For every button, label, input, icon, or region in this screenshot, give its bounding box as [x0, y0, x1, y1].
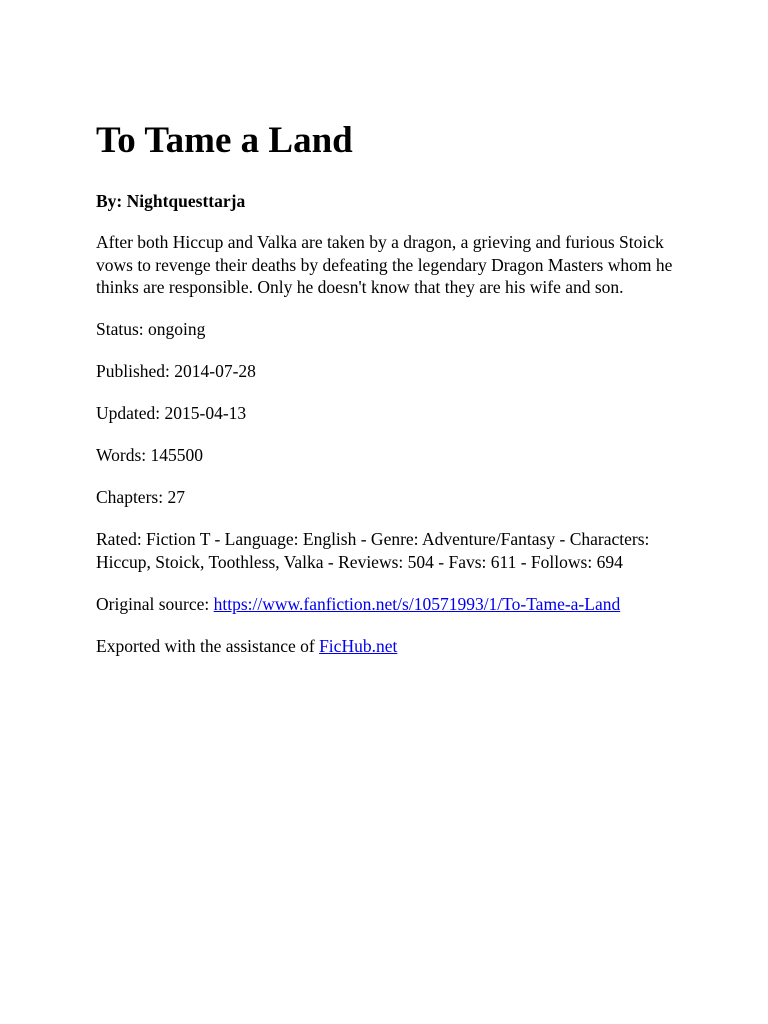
original-source-link[interactable]: https://www.fanfiction.net/s/10571993/1/To-Tame-a-Land [213, 593, 621, 614]
words-line: Words: 145500 [96, 445, 203, 465]
document-title: To Tame a Land [96, 120, 353, 161]
original-source-line [96, 593, 686, 616]
byline-label: By: [96, 191, 123, 211]
status-line: Status: ongoing [96, 319, 206, 339]
chapters-line: Chapters: 27 [96, 487, 185, 507]
rating-details: Rated: Fiction T - Language: English - Genre: Adventure/Fantasy - Characters: Hiccup, Stoick, Toothless, Valka - Reviews: 504 - Favs: 611 - Follows: 694 [96, 529, 650, 572]
fichub-link[interactable]: FicHub.net [319, 635, 398, 656]
original-source-label: Original source: [96, 593, 210, 614]
published-line: Published: 2014-07-28 [96, 361, 256, 381]
updated-line: Updated: 2015-04-13 [96, 403, 247, 423]
export-credit-line [96, 635, 686, 658]
author-name: Nightquesttarja [126, 191, 246, 211]
document-page [96, 118, 686, 657]
byline [96, 190, 686, 212]
export-credit-label: Exported with the assistance of [96, 635, 315, 656]
story-summary: After both Hiccup and Valka are taken by a dragon, a grieving and furious Stoick vows to revenge their deaths by defeating the legendary Dragon Masters whom he thinks are responsible. Only he doesn't know that they are his wife and son. [96, 232, 673, 297]
